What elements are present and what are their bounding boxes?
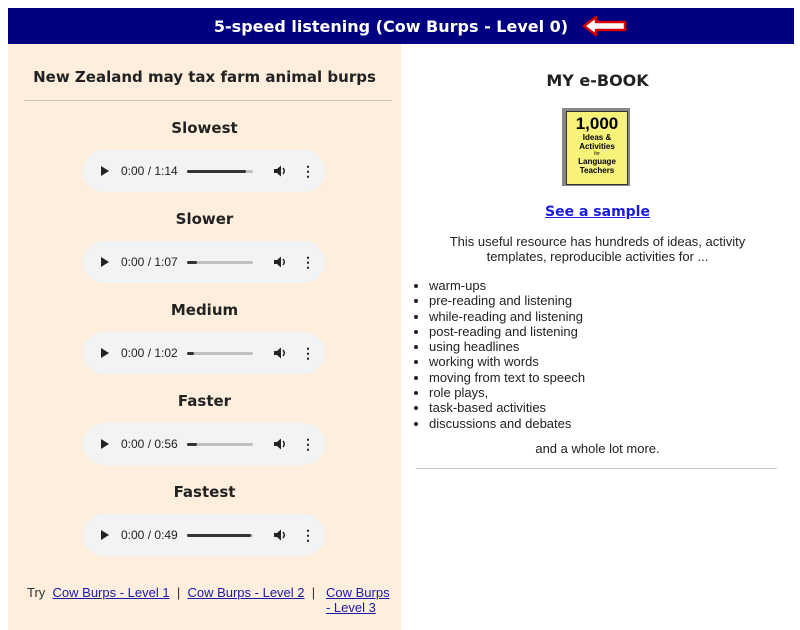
list-item: • working with words [429, 354, 585, 369]
audio-player-fastest[interactable] [83, 514, 325, 556]
ebook-title: MY e-BOOK [546, 71, 649, 90]
cover-line: Activities [579, 142, 615, 151]
cover-line: Ideas & [582, 133, 612, 142]
level-2-link[interactable]: Cow Burps - Level 2 [187, 585, 305, 600]
try-label: Try [27, 585, 46, 600]
volume-icon[interactable] [273, 164, 287, 178]
see-sample-link[interactable]: See a sample [545, 204, 650, 220]
ebook-cover-art [566, 111, 628, 185]
page-title: 5-speed listening (Cow Burps - Level 0) [213, 16, 569, 36]
seek-bar[interactable] [187, 534, 253, 537]
more-options-icon[interactable]: ⋮ [301, 254, 315, 270]
seek-bar[interactable] [187, 443, 253, 446]
more-text: and a whole lot more. [535, 441, 660, 456]
list-item: • task-based activities [429, 400, 585, 415]
seek-bar[interactable] [187, 352, 253, 355]
play-icon[interactable] [101, 257, 109, 267]
list-item: • pre-reading and listening [429, 293, 585, 308]
speed-label-fastest: Fastest [173, 483, 236, 501]
play-icon[interactable] [101, 439, 109, 449]
feature-list [415, 278, 585, 431]
play-icon[interactable] [101, 166, 109, 176]
cover-line: Teachers [579, 166, 615, 175]
seek-bar[interactable] [187, 170, 253, 173]
other-levels [8, 585, 401, 615]
more-options-icon[interactable]: ⋮ [301, 436, 315, 452]
list-item: • post-reading and listening [429, 324, 585, 339]
listening-panel [8, 44, 401, 630]
sample-link-wrap [401, 204, 794, 220]
speed-label-medium: Medium [170, 301, 239, 319]
play-icon[interactable] [101, 530, 109, 540]
time-display: 0:00 / 1:02 [121, 346, 178, 360]
audio-player-slowest[interactable] [83, 150, 325, 192]
list-item: • discussions and debates [429, 416, 585, 431]
more-options-icon[interactable]: ⋮ [301, 527, 315, 543]
volume-icon[interactable] [273, 437, 287, 451]
audio-player-medium[interactable] [83, 332, 325, 374]
speed-label-slower: Slower [175, 210, 234, 228]
seek-progress [187, 443, 197, 446]
seek-progress [187, 261, 197, 264]
volume-icon[interactable] [273, 346, 287, 360]
time-display: 0:00 / 0:49 [121, 528, 178, 542]
level-1-link[interactable]: Cow Burps - Level 1 [52, 585, 170, 600]
cover-line: Language [578, 157, 616, 166]
list-item: • while-reading and listening [429, 309, 585, 324]
speed-label-faster: Faster [177, 392, 232, 410]
ebook-cover[interactable] [562, 108, 630, 186]
cover-line: for [594, 151, 600, 157]
divider [416, 468, 777, 469]
list-item: • warm-ups [429, 278, 585, 293]
cover-number: 1,000 [575, 114, 619, 133]
time-display: 0:00 / 0:56 [121, 437, 178, 451]
header-bar [8, 8, 794, 44]
list-item: • moving from text to speech [429, 370, 585, 385]
lesson-headline: New Zealand may tax farm animal burps [33, 68, 376, 86]
list-item: • role plays, [429, 385, 585, 400]
divider [24, 100, 392, 101]
seek-progress [187, 534, 251, 537]
seek-progress [187, 352, 194, 355]
speed-label-slowest: Slowest [171, 119, 238, 137]
level-3-link[interactable]: Cow Burps - Level 3 [325, 585, 390, 615]
volume-icon[interactable] [273, 528, 287, 542]
more-options-icon[interactable]: ⋮ [301, 345, 315, 361]
audio-player-faster[interactable] [83, 423, 325, 465]
seek-bar[interactable] [187, 261, 253, 264]
ebook-panel [401, 44, 794, 630]
separator: | [311, 585, 316, 600]
arrow-left-icon [582, 15, 628, 37]
separator: | [176, 585, 181, 600]
seek-progress [187, 170, 246, 173]
ebook-description: This useful resource has hundreds of ideas, activity templates, reproducible activities for ... [449, 234, 746, 264]
play-icon[interactable] [101, 348, 109, 358]
list-item: • using headlines [429, 339, 585, 354]
time-display: 0:00 / 1:07 [121, 255, 178, 269]
more-options-icon[interactable]: ⋮ [301, 163, 315, 179]
audio-player-slower[interactable] [83, 241, 325, 283]
volume-icon[interactable] [273, 255, 287, 269]
time-display: 0:00 / 1:14 [121, 164, 178, 178]
